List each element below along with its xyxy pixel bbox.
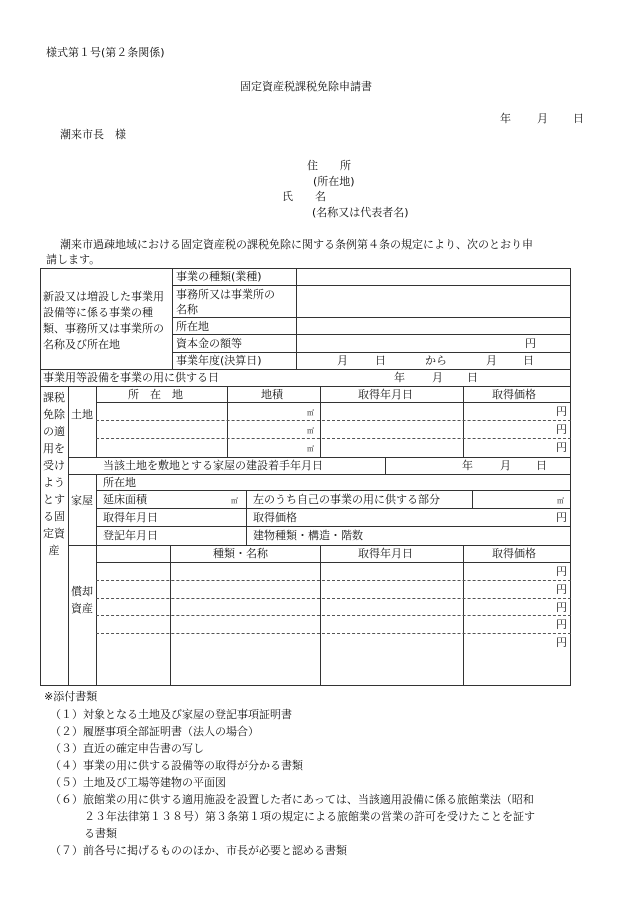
construction-year: 年 [462, 459, 473, 472]
fiscal-year-label: 事業年度(決算日) [176, 354, 262, 367]
capital-label: 資本金の額等 [176, 337, 242, 350]
document-title: 固定資産税課税免除申請書 [240, 80, 372, 93]
date-year: 年 [500, 112, 511, 125]
land-price-unit-2: 円 [556, 423, 567, 436]
attachment-item: （４）事業の用に供する設備等の取得が分かる書類 [50, 759, 303, 772]
dep-col-type: 種類・名称 [213, 547, 268, 560]
depreciable-label: 償却資産 [71, 585, 93, 615]
construction-month: 月 [500, 459, 511, 472]
construction-start-label: 当該土地を敷地とする家屋の建設着手年月日 [103, 459, 323, 472]
house-price-unit: 円 [556, 511, 567, 524]
intro-line-2: 請します。 [46, 253, 101, 266]
land-col-location: 所 在 地 [128, 388, 183, 401]
own-use-label: 左のうち自己の事業の用に供する部分 [253, 493, 440, 506]
use-date-year: 年 [394, 371, 405, 384]
house-location-label: 所在地 [103, 476, 136, 489]
dep-price-unit-3: 円 [556, 601, 567, 614]
attachment-item: （７）前各号に掲げるもののほか、市長が必要と認める書類 [50, 844, 347, 857]
office-name-label-2: 名称 [176, 303, 198, 316]
land-area-unit-1: ㎡ [307, 409, 314, 417]
fiscal-day: 日 [375, 354, 386, 367]
dep-price-unit-5: 円 [556, 636, 567, 649]
section1-label: 新設又は増設した事業用設備等に係る事業の種類、事務所又は事業所の名称及び所在地 [43, 290, 164, 351]
registration-date-label: 登記年月日 [103, 529, 158, 542]
attachment-item: （１）対象となる土地及び家屋の登記事項証明書 [50, 708, 292, 721]
land-price-unit-3: 円 [556, 441, 567, 454]
fixed-asset-side-label: 課税免除の適用を受けようとする固定資産 [43, 391, 65, 557]
name-label: 氏 名 [282, 190, 326, 203]
office-location-label: 所在地 [176, 320, 209, 333]
floor-area-unit: ㎡ [231, 497, 238, 505]
dep-price-unit-1: 円 [556, 565, 567, 578]
fiscal-day-2: 日 [523, 354, 534, 367]
capital-yen-unit: 円 [525, 337, 536, 350]
house-label: 家屋 [71, 494, 93, 507]
construction-day: 日 [536, 459, 547, 472]
attachment-item-cont: ２３年法律第１３８号）第３条第１項の規定による旅館業の営業の許可を受けたことを証す [84, 810, 535, 823]
land-col-area: 地積 [261, 388, 283, 401]
attachments-title: ※添付書類 [44, 690, 98, 703]
use-date-day: 日 [467, 371, 478, 384]
floor-area-label: 延床面積 [103, 493, 147, 506]
fiscal-month-2: 月 [486, 354, 497, 367]
dep-price-unit-2: 円 [556, 583, 567, 596]
fiscal-from: から [425, 354, 447, 367]
attachment-item-cont: る書類 [84, 827, 117, 840]
structure-label: 建物種類・構造・階数 [253, 529, 363, 542]
representative-label: (名称又は代表者名) [312, 206, 409, 219]
land-area-unit-2: ㎡ [307, 427, 314, 435]
business-type-label: 事業の種類(業種) [176, 270, 262, 283]
dep-col-acq-date: 取得年月日 [358, 547, 413, 560]
use-date-label: 事業用等設備を事業の用に供する日 [43, 371, 219, 384]
location-label: (所在地) [313, 175, 355, 188]
attachment-item: （６）旅館業の用に供する適用施設を設置した者にあっては、当該適用設備に係る旅館業法（昭和 [50, 793, 534, 806]
land-area-unit-3: ㎡ [307, 445, 314, 453]
dep-col-acq-price: 取得価格 [492, 547, 536, 560]
land-col-acq-price: 取得価格 [492, 388, 536, 401]
intro-line-1: 潮来市過疎地域における固定資産税の課税免除に関する条例第４条の規定により、次のとおり申 [60, 238, 533, 251]
land-label: 土地 [71, 408, 93, 421]
address-label: 住 所 [307, 159, 351, 172]
dep-price-unit-4: 円 [556, 618, 567, 631]
attachment-item: （３）直近の確定申告書の写し [50, 742, 204, 755]
house-acq-date-label: 取得年月日 [103, 511, 158, 524]
date-day: 日 [573, 112, 584, 125]
office-name-label-1: 事務所又は事業所の [176, 288, 275, 301]
attachment-item: （２）履歴事項全部証明書（法人の場合） [50, 725, 259, 738]
attachment-item: （５）土地及び工場等建物の平面図 [50, 776, 226, 789]
use-date-month: 月 [432, 371, 443, 384]
land-price-unit-1: 円 [556, 405, 567, 418]
form-number: 様式第１号(第２条関係) [46, 46, 165, 59]
own-use-unit: ㎡ [557, 497, 564, 505]
addressee: 潮来市長 様 [60, 128, 126, 141]
date-month: 月 [537, 112, 548, 125]
fiscal-month: 月 [337, 354, 348, 367]
land-col-acq-date: 取得年月日 [358, 388, 413, 401]
house-acq-price-label: 取得価格 [253, 511, 297, 524]
